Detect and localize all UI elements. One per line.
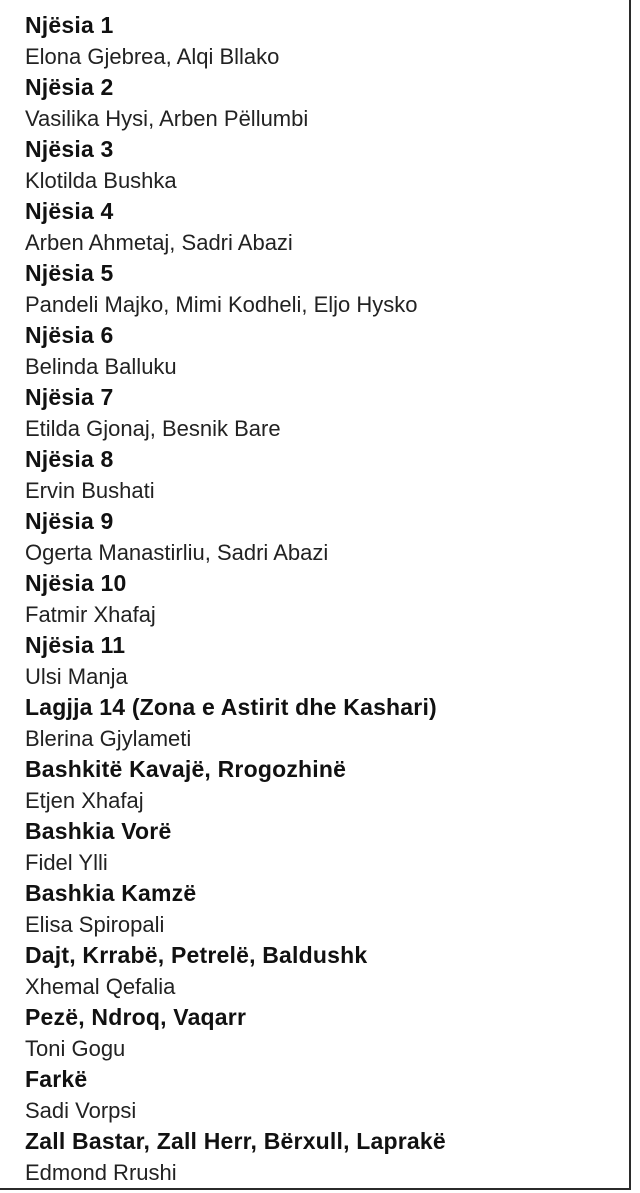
- list-item: [25, 258, 620, 320]
- list-item: [25, 630, 620, 692]
- unit-heading: Njësia 2: [25, 74, 114, 100]
- unit-heading: Njësia 7: [25, 384, 114, 410]
- unit-heading: Farkë: [25, 1066, 88, 1092]
- list-item: [25, 134, 620, 196]
- unit-heading: Dajt, Krrabë, Petrelë, Baldushk: [25, 942, 368, 968]
- unit-heading: Njësia 5: [25, 260, 114, 286]
- unit-names: Klotilda Bushka: [25, 168, 177, 193]
- unit-names: Blerina Gjylameti: [25, 726, 192, 751]
- unit-names: Xhemal Qefalia: [25, 974, 176, 999]
- unit-heading: Zall Bastar, Zall Herr, Bërxull, Laprakë: [25, 1128, 446, 1154]
- unit-names: Fidel Ylli: [25, 850, 108, 875]
- unit-heading: Njësia 9: [25, 508, 114, 534]
- unit-heading: Njësia 8: [25, 446, 114, 472]
- list-item: [25, 382, 620, 444]
- unit-heading: Bashkitë Kavajë, Rrogozhinë: [25, 756, 347, 782]
- list-item: [25, 754, 620, 816]
- list-item: [25, 1002, 620, 1064]
- unit-names: Toni Gogu: [25, 1036, 126, 1061]
- list-item: [25, 10, 620, 72]
- unit-names: Pandeli Majko, Mimi Kodheli, Eljo Hysko: [25, 292, 418, 317]
- unit-names: Vasilika Hysi, Arben Pëllumbi: [25, 106, 309, 131]
- unit-names: Fatmir Xhafaj: [25, 602, 156, 627]
- list-item: [25, 320, 620, 382]
- unit-heading: Njësia 1: [25, 12, 114, 38]
- list-item: [25, 506, 620, 568]
- list-item: [25, 444, 620, 506]
- unit-names: Sadi Vorpsi: [25, 1098, 137, 1123]
- unit-names: Ogerta Manastirliu, Sadri Abazi: [25, 540, 329, 565]
- unit-names: Ulsi Manja: [25, 664, 128, 689]
- unit-names: Elona Gjebrea, Alqi Bllako: [25, 44, 280, 69]
- unit-heading: Njësia 4: [25, 198, 114, 224]
- list-item: [25, 878, 620, 940]
- unit-heading: Njësia 3: [25, 136, 114, 162]
- unit-heading: Lagjja 14 (Zona e Astirit dhe Kashari): [25, 694, 437, 720]
- unit-names: Etjen Xhafaj: [25, 788, 144, 813]
- assignment-list: [25, 10, 620, 1188]
- unit-heading: Njësia 11: [25, 632, 126, 658]
- list-item: [25, 816, 620, 878]
- list-item: [25, 1126, 620, 1188]
- unit-heading: Bashkia Vorë: [25, 818, 172, 844]
- list-item: [25, 196, 620, 258]
- unit-heading: Njësia 6: [25, 322, 114, 348]
- unit-heading: Bashkia Kamzë: [25, 880, 197, 906]
- list-item: [25, 940, 620, 1002]
- unit-names: Elisa Spiropali: [25, 912, 165, 937]
- unit-names: Arben Ahmetaj, Sadri Abazi: [25, 230, 293, 255]
- unit-heading: Njësia 10: [25, 570, 127, 596]
- list-item: [25, 1064, 620, 1126]
- list-item: [25, 692, 620, 754]
- list-item: [25, 72, 620, 134]
- list-item: [25, 568, 620, 630]
- unit-names: Etilda Gjonaj, Besnik Bare: [25, 416, 281, 441]
- unit-names: Edmond Rrushi: [25, 1160, 177, 1185]
- unit-heading: Pezë, Ndroq, Vaqarr: [25, 1004, 247, 1030]
- unit-names: Belinda Balluku: [25, 354, 177, 379]
- unit-names: Ervin Bushati: [25, 478, 155, 503]
